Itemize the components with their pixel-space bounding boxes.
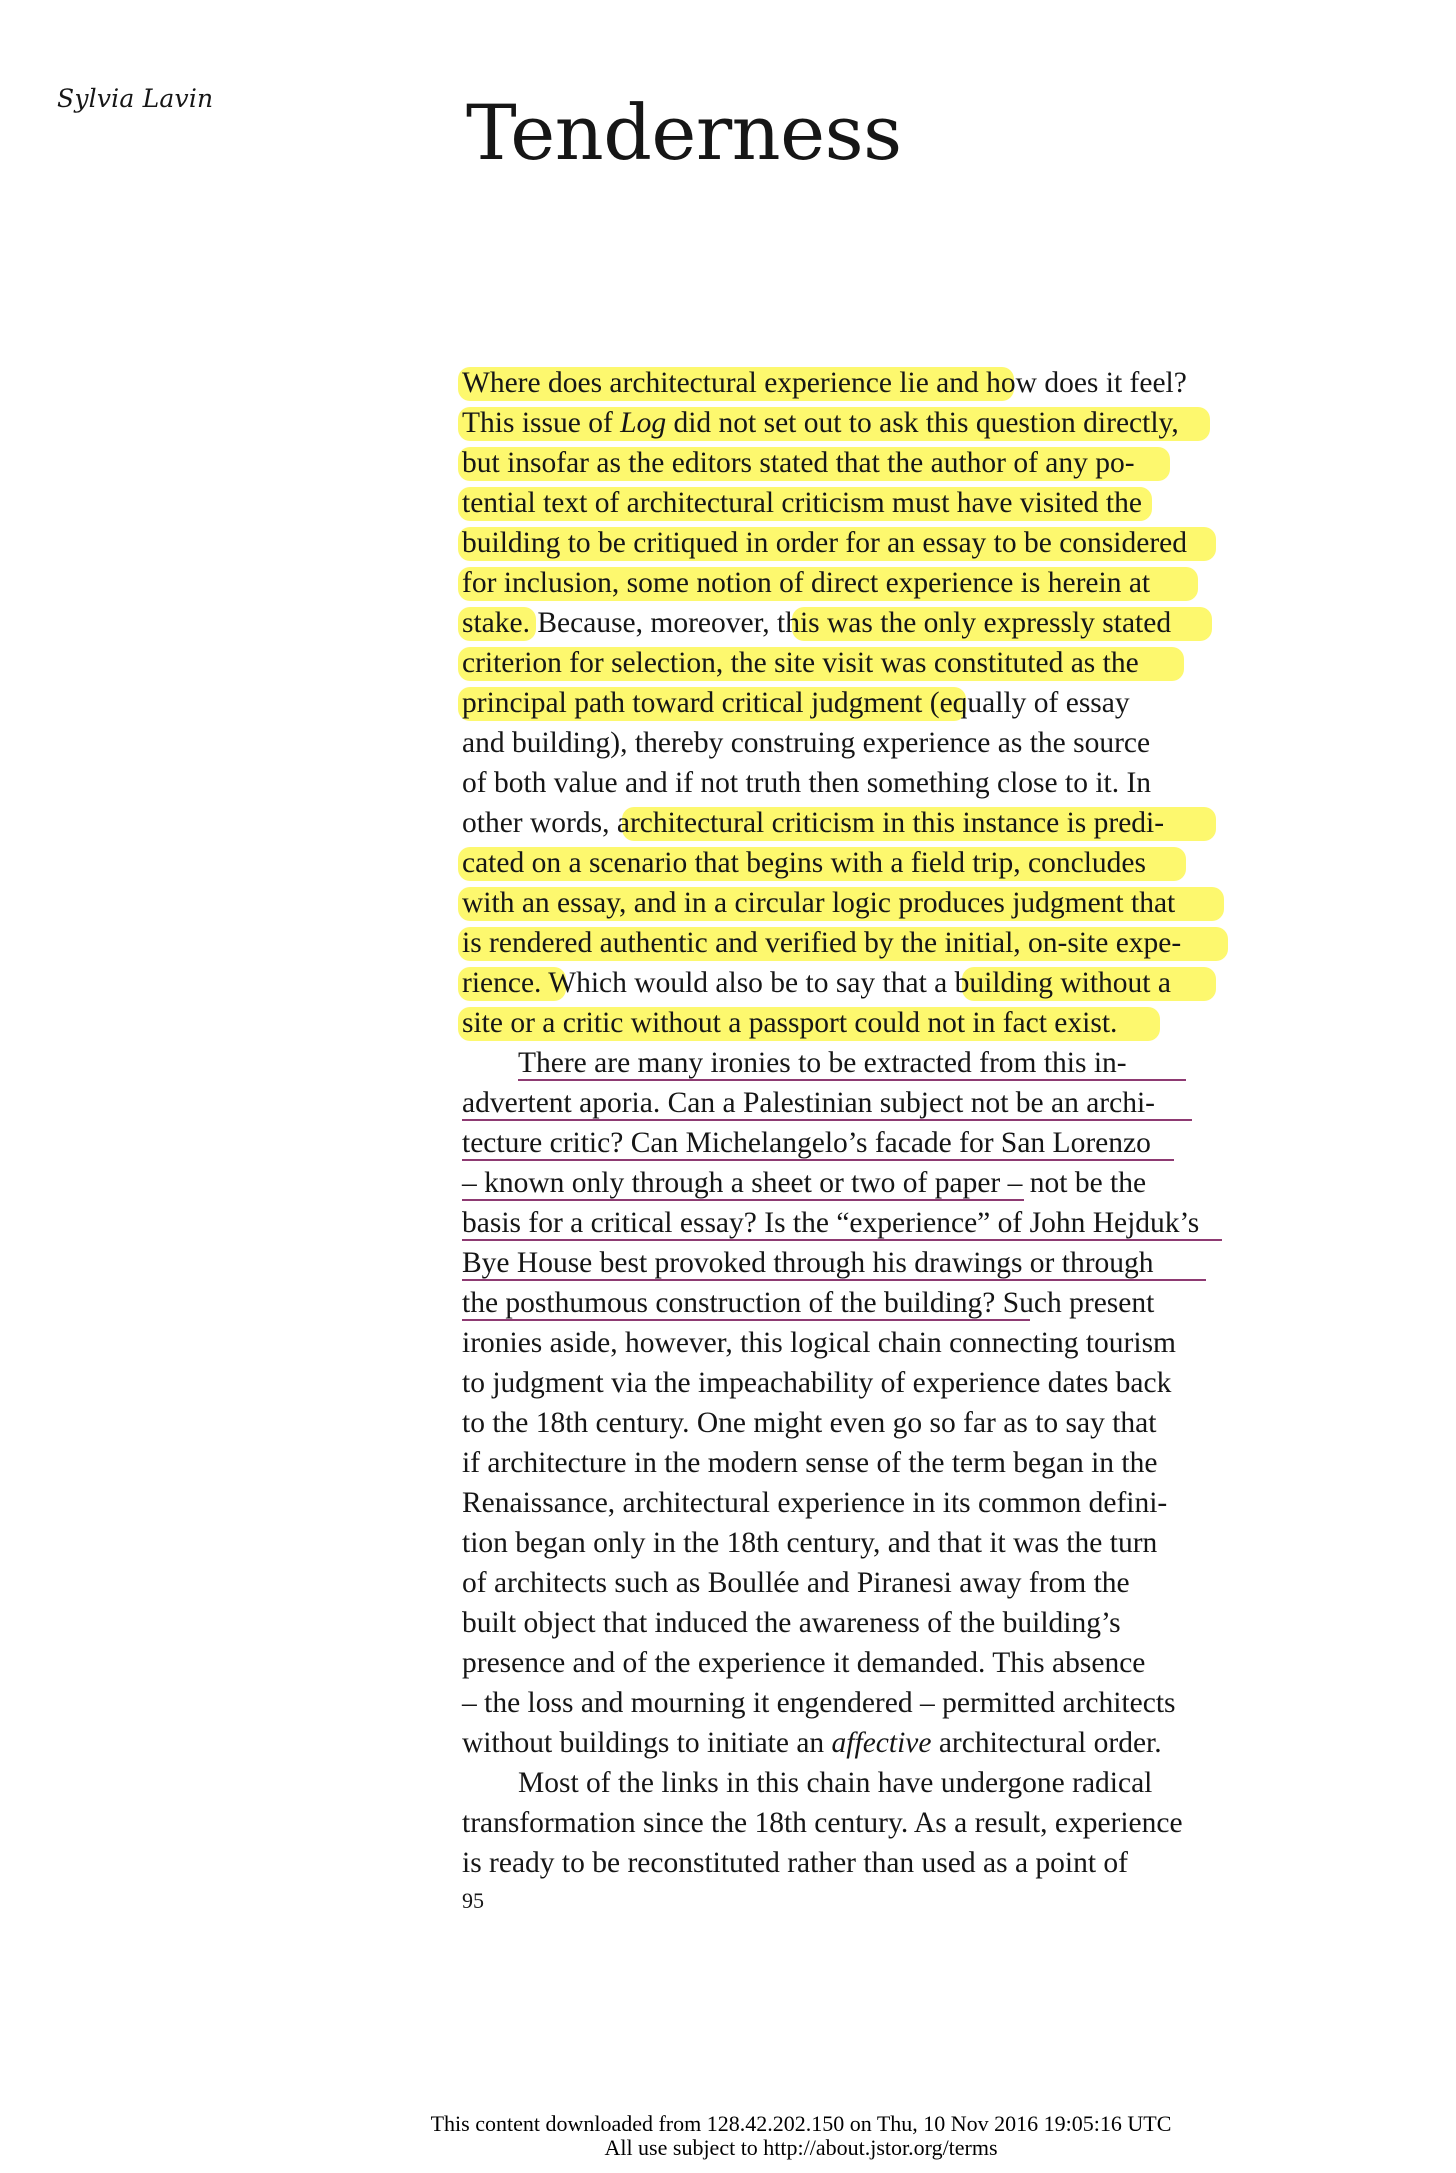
text-line: cated on a scenario that begins with a field trip, concludes: [462, 843, 1242, 883]
download-notice-line: This content downloaded from 128.42.202.150 on Thu, 10 Nov 2016 19:05:16 UTC: [430, 2111, 1172, 2136]
text-line: basis for a critical essay? Is the “experience” of John Hejduk’s: [462, 1203, 1242, 1243]
text-line: is rendered authentic and verified by the initial, on-site expe-: [462, 923, 1242, 963]
text-line: Where does architectural experience lie and how does it feel?: [462, 363, 1242, 403]
text-line: without buildings to initiate an affective architectural order.: [462, 1727, 1162, 1759]
text-line: building to be critiqued in order for an essay to be considered: [462, 523, 1242, 563]
text-line: tion began only in the 18th century, and that it was the turn: [462, 1527, 1158, 1559]
text-line: to judgment via the impeachability of experience dates back: [462, 1367, 1172, 1399]
text-line: ironies aside, however, this logical chain connecting tourism: [462, 1327, 1177, 1359]
text-line: the posthumous construction of the building? Such present: [462, 1287, 1155, 1319]
download-notice: [0, 2112, 1456, 2160]
text-line: built object that induced the awareness of the building’s: [462, 1607, 1121, 1639]
underline-mark: [462, 1199, 1024, 1201]
text-line: Bye House best provoked through his drawings or through: [462, 1243, 1242, 1283]
text-line: This issue of Log did not set out to ask this question directly,: [462, 403, 1242, 443]
text-line: if architecture in the modern sense of the term began in the: [462, 1447, 1158, 1479]
text-line: site or a critic without a passport could not in fact exist.: [462, 1003, 1242, 1043]
underline-mark: [462, 1239, 1222, 1241]
text-line: principal path toward critical judgment (equally of essay: [462, 683, 1242, 723]
text-line: criterion for selection, the site visit was constituted as the: [462, 643, 1242, 683]
text-line: – known only through a sheet or two of paper – not be the: [462, 1167, 1147, 1199]
underline-mark: [518, 1079, 1186, 1081]
text-line: Renaissance, architectural experience in its common defini-: [462, 1487, 1168, 1519]
underline-mark: [462, 1119, 1192, 1121]
text-line: rience. Which would also be to say that a building without a: [462, 963, 1242, 1003]
text-line: advertent aporia. Can a Palestinian subject not be an archi-: [462, 1083, 1242, 1123]
article-body: [462, 363, 1242, 1883]
text-line: for inclusion, some notion of direct experience is herein at: [462, 563, 1242, 603]
text-line: but insofar as the editors stated that the author of any po-: [462, 443, 1242, 483]
article-title: Tenderness: [466, 88, 902, 177]
text-line: Most of the links in this chain have undergone radical: [518, 1767, 1153, 1799]
terms-notice-line: All use subject to http://about.jstor.org/terms: [604, 2135, 998, 2160]
underline-mark: [462, 1279, 1206, 1281]
text-line: tecture critic? Can Michelangelo’s facade for San Lorenzo: [462, 1123, 1242, 1163]
text-line: of architects such as Boullée and Piranesi away from the: [462, 1567, 1130, 1599]
underline-mark: [462, 1159, 1174, 1161]
text-line: tential text of architectural criticism must have visited the: [462, 483, 1242, 523]
text-line: with an essay, and in a circular logic produces judgment that: [462, 883, 1242, 923]
text-line: of both value and if not truth then something close to it. In: [462, 767, 1152, 799]
text-line: transformation since the 18th century. As a result, experience: [462, 1807, 1183, 1839]
text-line: presence and of the experience it demanded. This absence: [462, 1647, 1146, 1679]
text-line: stake. Because, moreover, this was the only expressly stated: [462, 603, 1242, 643]
text-line: – the loss and mourning it engendered – permitted architects: [462, 1687, 1176, 1719]
text-line: other words, architectural criticism in this instance is predi-: [462, 803, 1242, 843]
text-line: is ready to be reconstituted rather than used as a point of: [462, 1847, 1128, 1879]
author-name: Sylvia Lavin: [57, 84, 214, 113]
text-line: and building), thereby construing experience as the source: [462, 727, 1151, 759]
text-line: There are many ironies to be extracted from this in-: [462, 1043, 1242, 1083]
text-line: to the 18th century. One might even go so far as to say that: [462, 1407, 1157, 1439]
underline-mark: [462, 1319, 1030, 1321]
page-number: 95: [462, 1888, 484, 1913]
